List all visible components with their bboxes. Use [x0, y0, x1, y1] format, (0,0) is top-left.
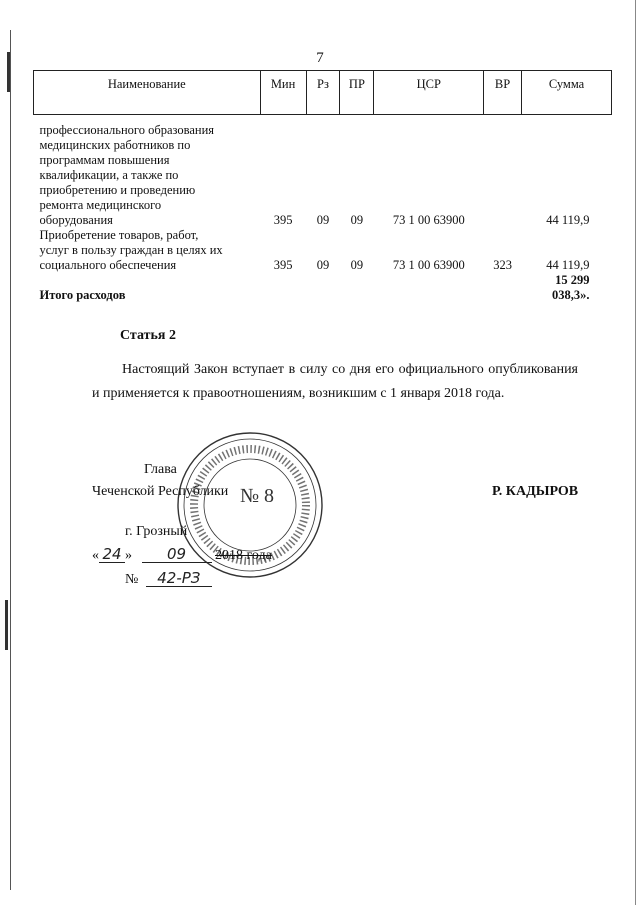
- date-month: 09: [142, 546, 212, 563]
- article-title: Статья 2: [120, 328, 176, 343]
- row-vr: [484, 115, 522, 229]
- row-sum: 44 119,9: [546, 213, 590, 227]
- row-vr: 323: [493, 258, 512, 272]
- col-header-vr: ВР: [484, 71, 522, 115]
- row-name-line: программам повышения: [39, 153, 170, 167]
- signatory-title-line1: Глава: [144, 462, 177, 477]
- row-csr: 73 1 00 63900: [392, 213, 465, 227]
- total-label: Итого расходов: [39, 288, 126, 302]
- row-name-line: приобретению и проведению: [39, 183, 196, 197]
- date-quote-open: «: [92, 548, 99, 563]
- scan-edge-left: [10, 30, 11, 890]
- table-header-row: [34, 71, 612, 115]
- table-total-row: [34, 273, 612, 303]
- scan-mark: [5, 600, 8, 650]
- signing-date: [92, 546, 272, 564]
- page-number: 7: [316, 50, 324, 66]
- signatory-name: Р. КАДЫРОВ: [492, 484, 579, 499]
- row-rz: 09: [316, 213, 330, 227]
- table-row: [34, 228, 612, 273]
- row-name-line: социального обеспечения: [39, 258, 177, 272]
- row-name-line: Приобретение товаров, работ,: [39, 228, 199, 242]
- total-sum-line: 15 299: [555, 273, 590, 287]
- signatory-title-line2: Чеченской Республики: [92, 484, 229, 499]
- row-sum: 44 119,9: [546, 258, 590, 272]
- row-name-line: ремонта медицинского: [39, 198, 162, 212]
- col-header-min: Мин: [260, 71, 306, 115]
- article-text: Настоящий Закон вступает в силу со дня его официального опубликования и применяется к правоотношениям, возникшим с 1 января 2018 года.: [92, 362, 578, 401]
- col-header-name: Наименование: [34, 71, 261, 115]
- row-min: 395: [273, 258, 293, 272]
- total-sum: [522, 273, 612, 303]
- date-year: 2018 года: [215, 548, 272, 563]
- row-name: [34, 228, 261, 273]
- row-rz: 09: [316, 258, 330, 272]
- table-row: [34, 115, 612, 229]
- signing-place: г. Грозный: [125, 524, 188, 539]
- row-name-line: услуг в пользу граждан в целях их: [39, 243, 223, 257]
- row-name: [34, 115, 261, 229]
- col-header-pr: ПР: [340, 71, 374, 115]
- law-number-label: №: [125, 572, 139, 587]
- col-header-sum: Сумма: [522, 71, 612, 115]
- date-day: 24: [99, 546, 125, 563]
- law-number: [125, 570, 212, 588]
- row-name-line: оборудования: [39, 213, 113, 227]
- row-csr: 73 1 00 63900: [392, 258, 465, 272]
- row-name-line: профессионального образования: [39, 123, 215, 137]
- col-header-rz: Рз: [306, 71, 340, 115]
- row-name-line: квалификации, а также по: [39, 168, 179, 182]
- col-header-csr: ЦСР: [374, 71, 484, 115]
- budget-table: [33, 70, 612, 303]
- seal-number: № 8: [239, 485, 275, 507]
- row-pr: 09: [350, 213, 364, 227]
- row-name-line: медицинских работников по: [39, 138, 191, 152]
- row-min: 395: [273, 213, 293, 227]
- law-number-value: 42-РЗ: [146, 570, 212, 587]
- scan-edge-right: [635, 0, 636, 905]
- date-quote-close: »: [125, 548, 132, 563]
- row-pr: 09: [350, 258, 364, 272]
- total-sum-line: 038,3».: [552, 288, 590, 302]
